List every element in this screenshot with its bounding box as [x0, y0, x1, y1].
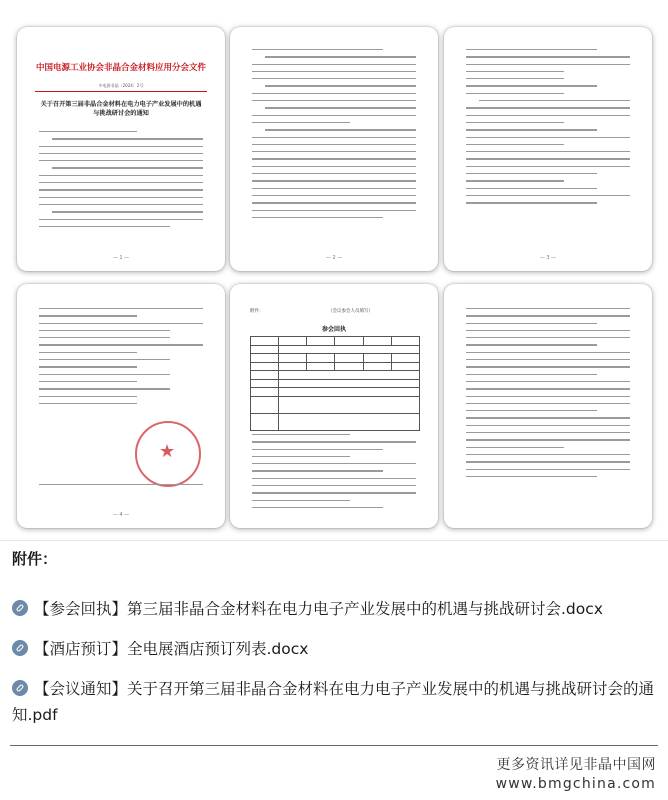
doc-body-text	[466, 308, 630, 483]
preview-page-2[interactable]	[230, 27, 438, 271]
form-title: 参会回执	[321, 326, 346, 333]
footer-tagline: 更多资讯详见非晶中国网	[496, 757, 656, 773]
page-number: — 3 —	[539, 255, 557, 261]
page-number: — 2 —	[325, 255, 343, 261]
attachment-link-reply-form[interactable]: 【参会回执】第三届非晶合金材料在电力电子产业发展中的机遇与挑战研讨会.docx	[34, 600, 603, 618]
doc-body-text	[252, 49, 416, 224]
footer-website[interactable]: www.bmgchina.com	[495, 776, 656, 792]
attachment-item[interactable]	[12, 636, 662, 662]
attachments-heading: 附件：	[12, 550, 58, 568]
doc-body-text	[39, 308, 203, 410]
attachment-link-meeting-notice[interactable]: 【会议通知】关于召开第三届非晶合金材料在电力电子产业发展中的机遇与挑战研讨会的通知.pdf	[12, 680, 655, 724]
doc-footer-text	[39, 484, 203, 491]
attachment-item[interactable]	[12, 596, 662, 622]
doc-org-header: 中国电源工业协会非晶合金材料应用分会文件	[35, 63, 206, 73]
form-label-right: （会议参会人员填写）	[328, 309, 373, 314]
doc-body-text	[252, 434, 416, 514]
official-seal	[135, 421, 201, 487]
attachment-link-hotel-booking[interactable]: 【酒店预订】全电展酒店预订列表.docx	[34, 640, 309, 658]
doc-title: 关于召开第三届非晶合金材料在电力电子产业发展中的机遇与挑战研讨会的通知	[40, 101, 202, 117]
preview-page-5[interactable]	[230, 284, 438, 528]
doc-body-text	[39, 131, 203, 233]
link-icon	[12, 680, 28, 696]
attachment-item[interactable]	[12, 676, 662, 728]
preview-page-3[interactable]	[444, 27, 652, 271]
page-number: — 1 —	[112, 255, 130, 261]
page-number: — 4 —	[112, 512, 130, 518]
preview-page-6[interactable]	[444, 284, 652, 528]
link-icon	[12, 640, 28, 656]
form-table	[250, 336, 420, 431]
preview-page-4[interactable]	[17, 284, 225, 528]
doc-number: 中电源非晶〔2024〕2号	[98, 83, 144, 88]
form-label-left: 附件：	[250, 309, 264, 314]
section-divider	[0, 540, 668, 541]
red-divider	[35, 91, 207, 92]
footer-divider	[10, 745, 658, 746]
preview-page-1[interactable]	[17, 27, 225, 271]
doc-body-text	[466, 49, 630, 210]
link-icon	[12, 600, 28, 616]
